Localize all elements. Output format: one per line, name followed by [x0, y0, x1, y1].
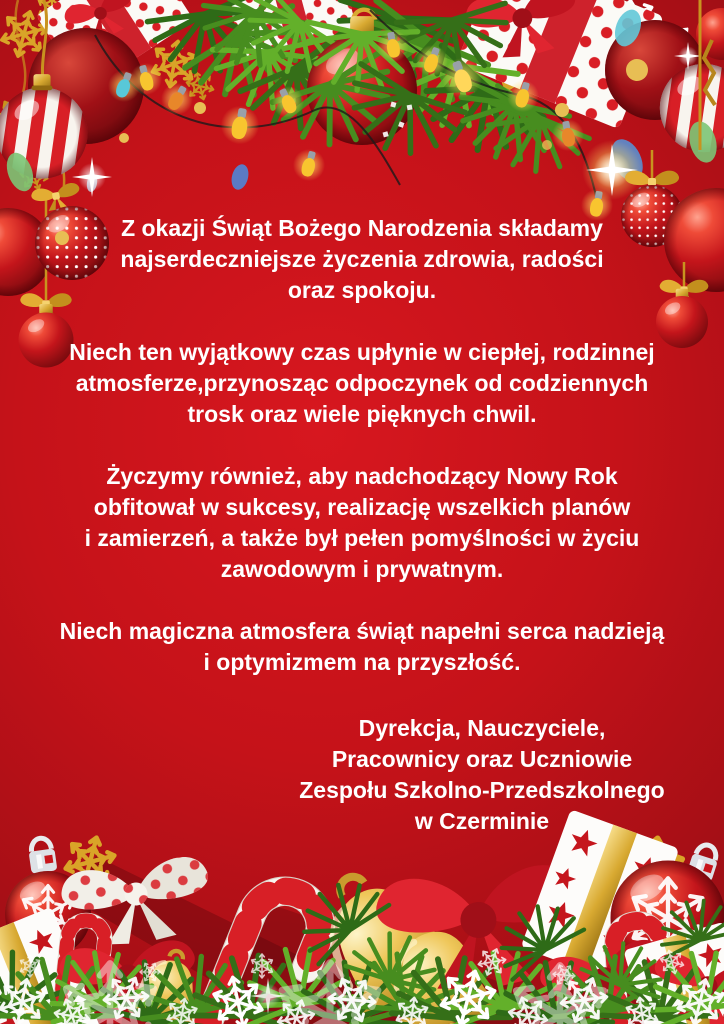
signature-line: w Czerminie [414, 808, 550, 834]
text-line: i zamierzeń, a także był pełen pomyślności w życiu [84, 525, 640, 551]
text-line: Z okazji Świąt Bożego Narodzenia składamy [121, 215, 603, 241]
signature-line: Zespołu Szkolno-Przedszkolnego [299, 777, 665, 803]
signature-line: Dyrekcja, Nauczyciele, [358, 715, 606, 741]
text-line: Niech ten wyjątkowy czas upłynie w ciepłej, rodzinnej [69, 339, 655, 365]
text-line: Niech magiczna atmosfera świąt napełni serca nadzieją [59, 618, 665, 644]
text-line: atmosferze,przynosząc odpoczynek od codziennych [75, 370, 649, 396]
paragraph-opening [0, 213, 724, 306]
signature-line: Pracownicy oraz Uczniowie [331, 746, 633, 772]
text-line: Życzymy również, aby nadchodzący Nowy Rok [106, 463, 618, 489]
paragraph-new-year [0, 461, 724, 585]
text-line: zawodowym i prywatnym. [220, 556, 504, 582]
text-line: i optymizmem na przyszłość. [203, 649, 521, 675]
signature-block [252, 713, 712, 837]
text-line: najserdeczniejsze życzenia zdrowia, radości [120, 246, 604, 272]
paragraph-wishes [0, 337, 724, 430]
text-line: oraz spokoju. [287, 277, 437, 303]
paragraph-hope [0, 616, 724, 678]
text-line: obfitował w sukcesy, realizację wszelkich planów [93, 494, 631, 520]
text-line: trosk oraz wiele pięknych chwil. [187, 401, 537, 427]
